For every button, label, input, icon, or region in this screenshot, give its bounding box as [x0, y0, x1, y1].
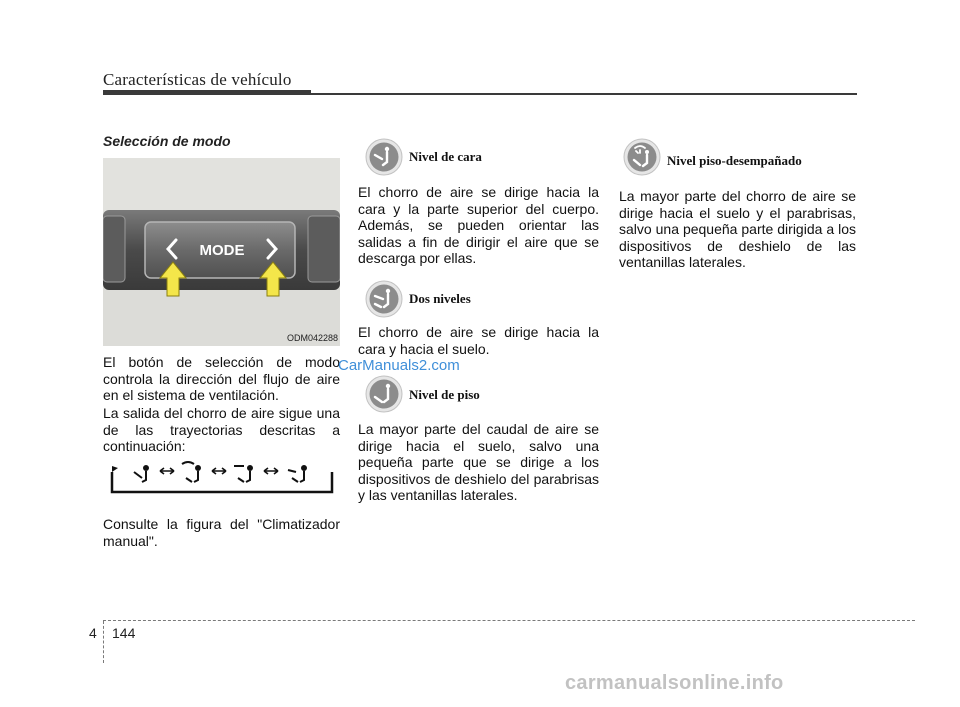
mode-text-floor-defrost: La mayor parte del chorro de aire se dirige hacia el suelo y el parabrisas, salvo una pequeña parte dirigida a los dispositivos de deshielo de las ventanillas laterales. [619, 188, 856, 270]
paragraph-1: El botón de selección de modo controla la dirección del flujo de aire en el sistema de ventilación. [103, 354, 340, 403]
mode-button-photo [103, 158, 340, 346]
mode-title-floor-defrost: Nivel piso-desempañado [667, 153, 802, 168]
page-number: 144 [112, 625, 136, 641]
mode-text-face: El chorro de aire se dirige hacia la cara y la parte superior del cuerpo. Además, se pueden orientar las salidas a fin de dirigir el aire que se descarga por ellas. [358, 184, 599, 266]
double-arrow-icon [212, 468, 226, 474]
mode-button-illustration [103, 158, 340, 346]
paragraph-2: La salida del chorro de aire sigue una de las trayectorias descritas a continuación: [103, 405, 340, 454]
floor-defrost-small-icon [182, 462, 200, 482]
bi-level-small-icon [288, 466, 306, 482]
floor-small-icon [234, 466, 252, 482]
double-arrow-icon [160, 468, 174, 474]
mode-icon-floor [365, 375, 403, 418]
footer-vertical-rule [103, 621, 104, 663]
mode-sequence-diagram [108, 458, 338, 498]
paragraph-3: Consulte la figura del "Climatizador manual". [103, 516, 340, 549]
mode-title-bilevel: Dos niveles [409, 291, 471, 306]
page-header-title: Características de vehículo [103, 70, 292, 89]
figure-label: ODM042288 [287, 333, 339, 343]
watermark-bottom: carmanualsonline.info [565, 672, 784, 694]
mode-icon-floor-defrost [623, 138, 661, 181]
mode-title-floor: Nivel de piso [409, 387, 480, 402]
face-vent-small-icon [134, 466, 148, 482]
face-vent-icon [365, 138, 403, 176]
double-arrow-icon [264, 468, 278, 474]
mode-text-floor: La mayor parte del caudal de aire se dirige hacia el suelo, salvo una pequeña parte que se dirige a los dispositivos de deshielo del parabrisas y las ventanillas laterales. [358, 421, 599, 503]
header-rule-thick [103, 90, 311, 95]
mode-icon-bilevel [365, 280, 403, 323]
section-heading: Selección de modo [103, 133, 231, 149]
watermark-top: CarManuals2.com [338, 357, 460, 374]
chapter-number: 4 [89, 625, 97, 641]
mode-button-label: MODE [199, 242, 245, 259]
footer-rule [103, 620, 915, 621]
bi-level-vent-icon [365, 280, 403, 318]
floor-vent-icon [365, 375, 403, 413]
mode-icon-face [365, 138, 403, 181]
mode-text-bilevel: El chorro de aire se dirige hacia la cara y hacia el suelo. [358, 324, 599, 357]
mode-title-face: Nivel de cara [409, 149, 482, 164]
floor-defrost-vent-icon [623, 138, 661, 176]
header-rule-thin [311, 93, 857, 95]
